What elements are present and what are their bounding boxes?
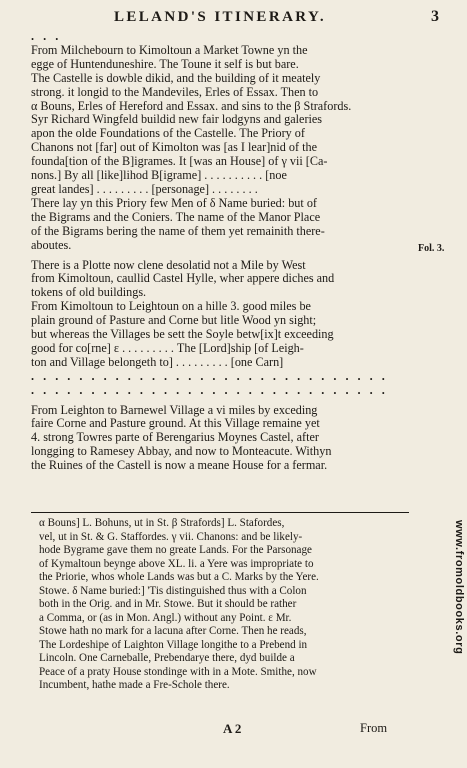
- footnote-line: Incumbent, hathe made a Fre-Schole there.: [39, 679, 230, 691]
- text-line: From Leighton to Barnewel Village a vi miles by exceding: [31, 403, 318, 417]
- footnote-line: Lincoln. One Carneballe, Prebendarye there, dyd builde a: [39, 652, 295, 664]
- footnote-line: Stowe. δ Name buried:] 'Tis distinguished thus with a Colon: [39, 584, 307, 597]
- text-line: There lay yn this Priory few Men of δ Name buried: but of: [31, 196, 317, 210]
- footnote-line: the Priorie, whos whole Lands was but a C. Marks by the Yere.: [39, 571, 319, 583]
- footnote-line: Stowe hath no mark for a lacuna after Corne. Then he reads,: [39, 625, 307, 637]
- footnotes: [39, 517, 407, 693]
- text-line: the Ruines of the Castell is now a meane House for a fermar.: [31, 459, 328, 473]
- watermark-url: www.fromoldbooks.org: [453, 520, 465, 655]
- text-line: plain ground of Pasture and Corne but litle Wood yn sight;: [31, 314, 317, 328]
- text-line: 4. strong Towres parte of Berengarius Moynes Castel, after: [31, 431, 319, 445]
- text-line: tokens of old buildings.: [31, 286, 147, 300]
- main-text: [31, 30, 409, 473]
- lacuna-dots-line: . . . . . . . . . . . . . . . . . . . . . . . . . . . . . .: [31, 369, 388, 383]
- footnote-line: vel, ut in St. & G. Staffordes. γ vii. Chanons: and be likely-: [39, 530, 303, 543]
- text-line: There is a Plotte now clene desolatid not a Mile by West: [31, 258, 306, 272]
- text-line: faire Corne and Pasture ground. At this Village remaine yet: [31, 417, 320, 431]
- text-line: the Bigrams and the Coniers. The name of the Manor Place: [31, 210, 321, 224]
- footnote-line: a Comma, or (as in Mon. Angl.) without any Point. ε Mr.: [39, 611, 292, 624]
- page-number: 3: [431, 8, 439, 25]
- text-line: from Kimoltoun, caullid Castel Hylle, wher appere diches and: [31, 272, 335, 286]
- footnote-line: hode Bygrame gave them no greate Lands. For the Parsonage: [39, 544, 312, 556]
- text-line: but whereas the Villages be sett the Soyle betw[ix]t exceeding: [31, 328, 334, 342]
- text-line: From Milchebourn to Kimoltoun a Market Towne yn the: [31, 43, 308, 57]
- footnote-line: The Lordeshipe of Laighton Village longithe to a Prebend in: [39, 638, 308, 651]
- text-line: Syr Richard Wingfeld buildid new fair lodgyns and galeries: [31, 113, 323, 127]
- text-line: ton and Village belongeth to] . . . . . . . . . [one Carn]: [31, 355, 284, 369]
- text-line: apon the olde Foundations of the Castelle. The Priory of: [31, 127, 305, 141]
- text-line: longging to Ramesey Abbay, and now to Monteacute. Withyn: [31, 445, 332, 459]
- text-line: great landes] . . . . . . . . . [personage] . . . . . . . .: [31, 182, 258, 196]
- margin-note: Fol. 3.: [418, 243, 445, 254]
- lacuna-dots-line: . . . . . . . . . . . . . . . . . . . . . . . . . . . . . .: [31, 383, 388, 397]
- signature-mark: A 2: [223, 721, 242, 736]
- footnote-rule: [31, 512, 409, 513]
- text-line: egge of Huntenduneshire. The Toune it self is but bare.: [31, 57, 299, 71]
- text-line: nons.] By all [like]lihod B[igrame] . . . . . . . . . . [noe: [31, 169, 287, 183]
- text-line: good for co[rne] ε . . . . . . . . . The [Lord]ship [of Leigh-: [31, 341, 304, 355]
- text-line: founda[tion of the B]igrames. It [was an House] of γ vii [Ca-: [31, 155, 328, 169]
- lacuna-dots-line: . . .: [31, 30, 62, 43]
- text-line: From Kimoltoun to Leightoun on a hille 3. good miles be: [31, 300, 311, 314]
- running-title: LELAND'S ITINERARY.: [113, 9, 327, 25]
- catchword: From: [360, 721, 388, 735]
- text-line: Chanons not [far] out of Kimolton was [as I lear]nid of the: [31, 141, 317, 155]
- footnote-line: both in the Orig. and in Mr. Stowe. But it should be rather: [39, 598, 297, 610]
- text-line: of the Bigrams bering the name of them yet remainith there-: [31, 224, 325, 238]
- footnote-line: Peace of a praty House stondinge with in a Mote. Smithe, now: [39, 665, 317, 678]
- text-line: α Bouns, Erles of Hereford and Essax. and sins to the β Strafords.: [31, 99, 352, 113]
- text-line: strong. it longid to the Mandeviles, Erles of Essax. Then to: [31, 85, 319, 99]
- footnote-line: of Kymaltoun beynge above XL. li. a Yere was impropriate to: [39, 557, 314, 570]
- footnote-line: α Bouns] L. Bohuns, ut in St. β Strafords] L. Stafordes,: [39, 517, 285, 529]
- text-line: The Castelle is dowble dikid, and the building of it meately: [31, 71, 321, 85]
- text-line: aboutes.: [31, 238, 72, 252]
